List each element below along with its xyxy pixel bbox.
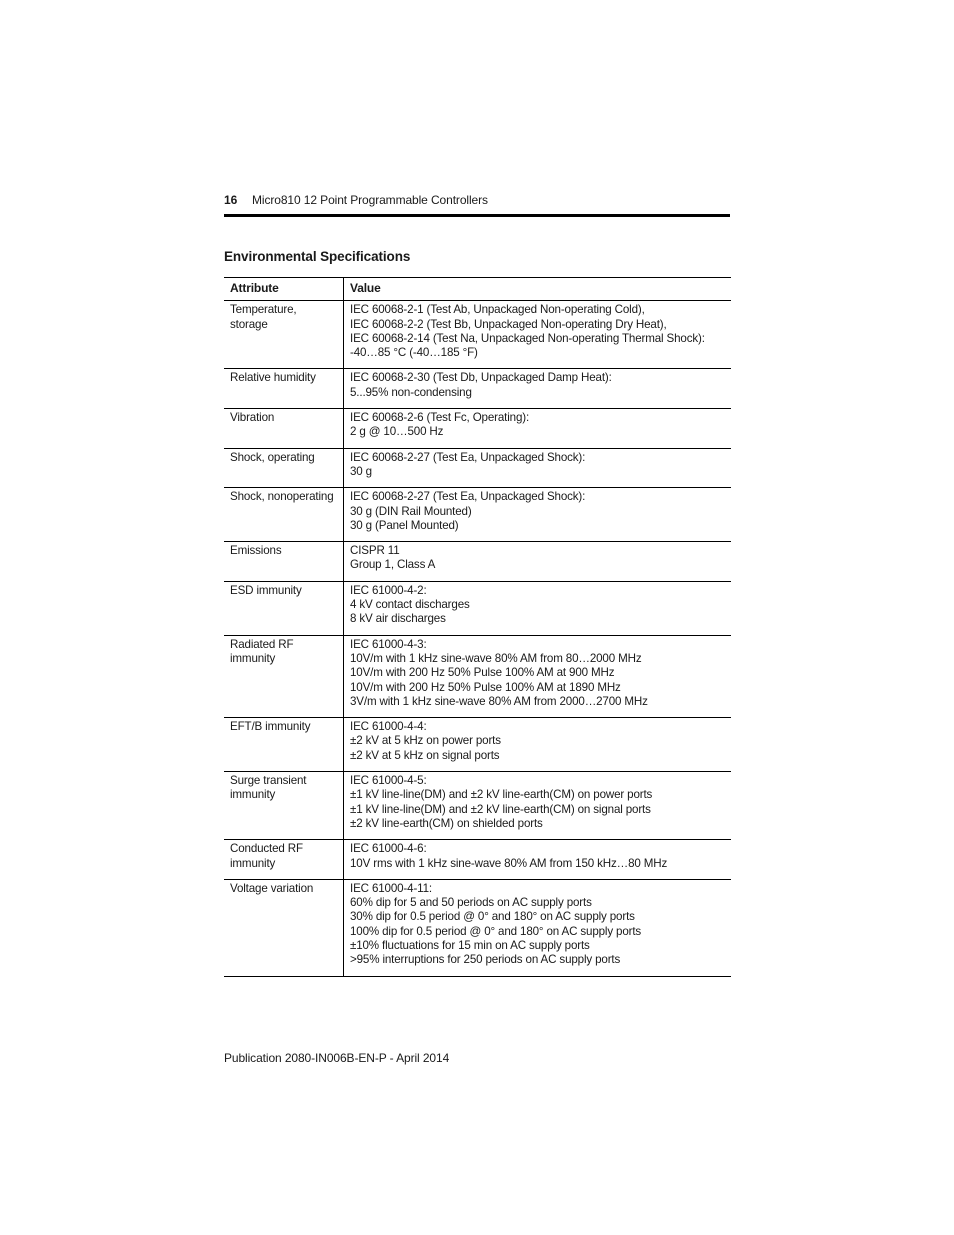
value-cell bbox=[344, 542, 732, 582]
value-line: IEC 60068-2-1 (Test Ab, Unpackaged Non-operating Cold), bbox=[350, 303, 645, 317]
value-line: 100% dip for 0.5 period @ 0° and 180° on AC supply ports bbox=[350, 924, 642, 938]
document-title: Micro810 12 Point Programmable Controllers bbox=[252, 193, 488, 207]
value-line: IEC 60068-2-6 (Test Fc, Operating): bbox=[350, 411, 530, 425]
value-line: 60% dip for 5 and 50 periods on AC supply ports bbox=[350, 896, 592, 910]
value-line: -40…85 °C (-40…185 °F) bbox=[350, 346, 478, 360]
value-line: IEC 60068-2-30 (Test Db, Unpackaged Damp Heat): bbox=[350, 371, 612, 385]
value-line: ±1 kV line-line(DM) and ±2 kV line-earth(CM) on power ports bbox=[350, 788, 653, 802]
attribute-cell: Shock, operating bbox=[224, 448, 344, 488]
value-line: 30 g (DIN Rail Mounted) bbox=[350, 504, 472, 518]
value-line: 10V/m with 1 kHz sine-wave 80% AM from 80…2000 MHz bbox=[350, 651, 642, 665]
value-cell bbox=[344, 581, 732, 635]
value-cell bbox=[344, 840, 732, 880]
table-row bbox=[224, 301, 731, 369]
value-line: Group 1, Class A bbox=[350, 558, 436, 572]
value-line: 2 g @ 10…500 Hz bbox=[350, 425, 444, 439]
value-cell bbox=[344, 635, 732, 717]
header-rule bbox=[224, 214, 730, 217]
table-row bbox=[224, 542, 731, 582]
value-line: IEC 61000-4-2: bbox=[350, 583, 427, 597]
value-cell bbox=[344, 488, 732, 542]
value-cell bbox=[344, 448, 732, 488]
table-row bbox=[224, 448, 731, 488]
value-line: IEC 60068-2-27 (Test Ea, Unpackaged Shock): bbox=[350, 490, 586, 504]
table-row bbox=[224, 718, 731, 772]
value-line: 4 kV contact discharges bbox=[350, 598, 470, 612]
table-row bbox=[224, 840, 731, 880]
value-cell bbox=[344, 718, 732, 772]
attribute-cell: Temperature, storage bbox=[224, 301, 344, 369]
attribute-cell: Vibration bbox=[224, 409, 344, 449]
value-line: IEC 60068-2-2 (Test Bb, Unpackaged Non-operating Dry Heat), bbox=[350, 317, 667, 331]
column-header-value: Value bbox=[344, 278, 732, 301]
value-line: ±1 kV line-line(DM) and ±2 kV line-earth(CM) on signal ports bbox=[350, 802, 651, 816]
value-cell bbox=[344, 369, 732, 409]
column-header-attribute: Attribute bbox=[224, 278, 344, 301]
value-line: >95% interruptions for 250 periods on AC supply ports bbox=[350, 953, 621, 967]
value-cell bbox=[344, 409, 732, 449]
section-title: Environmental Specifications bbox=[224, 249, 411, 264]
table-body bbox=[224, 301, 731, 976]
value-line: IEC 61000-4-11: bbox=[350, 881, 432, 895]
value-line: 8 kV air discharges bbox=[350, 612, 446, 626]
value-line: ±2 kV at 5 kHz on signal ports bbox=[350, 748, 500, 762]
value-line: IEC 61000-4-3: bbox=[350, 637, 427, 651]
attribute-cell: Conducted RF immunity bbox=[224, 840, 344, 880]
value-cell bbox=[344, 301, 732, 369]
attribute-cell: EFT/B immunity bbox=[224, 718, 344, 772]
value-line: ±10% fluctuations for 15 min on AC supply ports bbox=[350, 938, 590, 952]
value-line: 3V/m with 1 kHz sine-wave 80% AM from 2000…2700 MHz bbox=[350, 694, 648, 708]
value-line: IEC 61000-4-6: bbox=[350, 842, 427, 856]
table-row bbox=[224, 409, 731, 449]
value-line: IEC 60068-2-27 (Test Ea, Unpackaged Shock): bbox=[350, 450, 586, 464]
attribute-cell: Relative humidity bbox=[224, 369, 344, 409]
value-line: CISPR 11 bbox=[350, 544, 400, 558]
table-row bbox=[224, 581, 731, 635]
value-line: 10V/m with 200 Hz 50% Pulse 100% AM at 1890 MHz bbox=[350, 680, 621, 694]
attribute-cell: Surge transient immunity bbox=[224, 772, 344, 840]
attribute-cell: Emissions bbox=[224, 542, 344, 582]
attribute-cell: Shock, nonoperating bbox=[224, 488, 344, 542]
value-cell bbox=[344, 772, 732, 840]
attribute-cell: ESD immunity bbox=[224, 581, 344, 635]
value-line: IEC 61000-4-5: bbox=[350, 774, 427, 788]
value-line: IEC 61000-4-4: bbox=[350, 720, 427, 734]
value-line: 10V rms with 1 kHz sine-wave 80% AM from 150 kHz…80 MHz bbox=[350, 856, 668, 870]
page-number: 16 bbox=[224, 193, 238, 207]
environmental-specifications-table bbox=[224, 277, 731, 977]
table-row bbox=[224, 879, 731, 976]
attribute-cell: Voltage variation bbox=[224, 879, 344, 976]
table-row bbox=[224, 488, 731, 542]
value-line: 30 g (Panel Mounted) bbox=[350, 518, 459, 532]
value-line: 30 g bbox=[350, 464, 372, 478]
table-row bbox=[224, 369, 731, 409]
table-row bbox=[224, 772, 731, 840]
page-header bbox=[224, 192, 730, 208]
value-line: IEC 60068-2-14 (Test Na, Unpackaged Non-operating Thermal Shock): bbox=[350, 331, 705, 345]
value-line: 5...95% non-condensing bbox=[350, 385, 472, 399]
value-cell bbox=[344, 879, 732, 976]
table-row bbox=[224, 635, 731, 717]
value-line: ±2 kV line-earth(CM) on shielded ports bbox=[350, 816, 543, 830]
value-line: ±2 kV at 5 kHz on power ports bbox=[350, 734, 501, 748]
value-line: 10V/m with 200 Hz 50% Pulse 100% AM at 900 MHz bbox=[350, 666, 615, 680]
attribute-cell: Radiated RF immunity bbox=[224, 635, 344, 717]
value-line: 30% dip for 0.5 period @ 0° and 180° on AC supply ports bbox=[350, 910, 635, 924]
table-header-row bbox=[224, 278, 731, 301]
publication-footer: Publication 2080-IN006B-EN-P - April 2014 bbox=[224, 1051, 450, 1065]
